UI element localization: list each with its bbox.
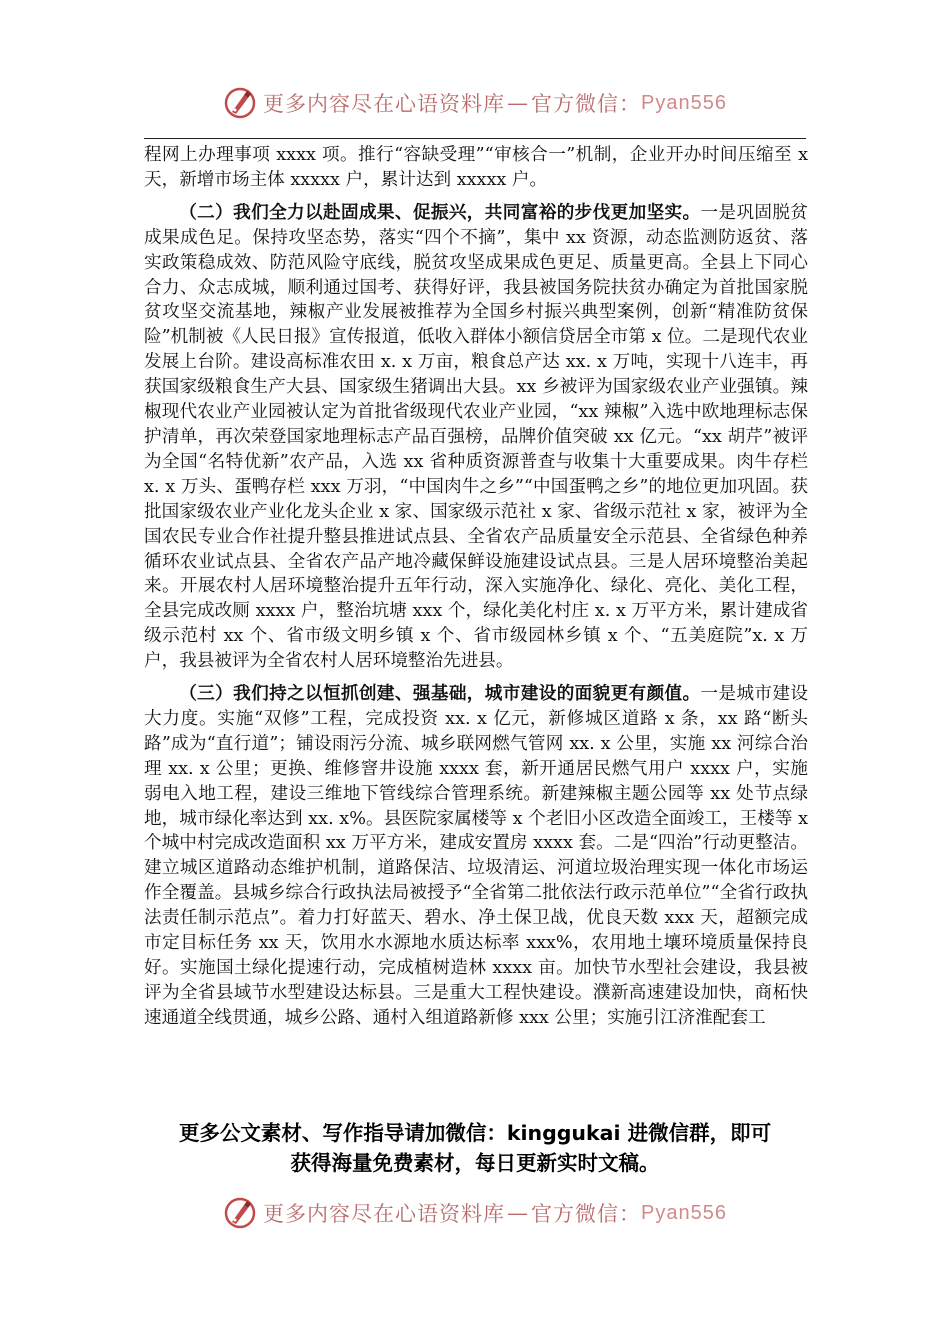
header-watermark (0, 83, 950, 123)
section-text-3: 一是城市建设大力度。实施“双修”工程，完成投资 xx. x 亿元，新修城区道路 x 条，xx 路“断头路”成为“直行道”；铺设雨污分流、城乡联网燃气管网 xx. x 公里，实施 xx 河综合治理 xx. x 公里；更换、维修窨井设施 xxxx 套，新开通居民燃气用户 xxxx 户，实施弱电入地工程，建设三维地下管线综合管理系统。新建辣椒主题公园等 xx 处节点绿地，城市绿化率达到 xx. x%。县医院家属楼等 x 个老旧小区改造全面竣工，王楼等 x 个城中村完成改造面积 xx 万平方米，建成安置房 xxxx 套。二是“四治”行动更整洁。建立城区道路动态维护机制，道路保洁、垃圾清运、河道垃圾治理实现一体化市场运作全覆盖。县城乡综合行政执法局被授予“全省第二批依法行政示范单位”“全省行政执法责任制示范点”。着力打好蓝天、碧水、净土保卫战，优良天数 xxx 天，超额完成市定目标任务 xx 天，饮用水水源地水质达标率 xxx%，农用地土壤环境质量保持良好。实施国土绿化提速行动，完成植树造林 xxxx 亩。加快节水型社会建设，我县被评为全省县域节水型建设达标县。三是重大工程快建设。濮新高速建设加快，商柘快速通道全线贯通，城乡公路、通村入组道路新修 xxx 公里；实施引江济淮配套工 (144, 684, 808, 1028)
watermark-separator: — (507, 91, 530, 115)
footer-watermark (0, 1193, 950, 1233)
section-heading-2: （二）我们全力以赴固成果、促振兴，共同富裕的步伐更加坚实。 (179, 201, 701, 223)
watermark-wechat-id: Pyan556 (641, 91, 727, 114)
watermark-site-name: 更多内容尽在心语资料库 (263, 92, 506, 116)
section-heading-3: （三）我们持之以恒抓创建、强基础，城市建设的面貌更有颜值。 (179, 683, 701, 705)
paragraph-continued: 程网上办理事项 xxxx 项。推行“容缺受理”“审核合一”机制，企业开办时间压缩至 x 天，新增市场主体 xxxxx 户，累计达到 xxxxx 户。 (144, 145, 808, 190)
section-text-2: 一是巩固脱贫成果成色足。保持攻坚态势，落实“四个不摘”，集中 xx 资源，动态监测防返贫、落实政策稳成效、防范风险守底线，脱贫攻坚成果成色更足、质量更高。全县上下同心合力、众志成城，顺利通过国考、获得好评，我县被国务院扶贫办确定为首批国家脱贫攻坚交流基地，辣椒产业发展被推荐为全国乡村振兴典型案例，创新“精准防贫保险”机制被《人民日报》宣传报道，低收入群体小额信贷居全市第 x 位。二是现代农业发展上台阶。建设高标准农田 x. x 万亩，粮食总产达 xx. x 万吨，实现十八连丰，再获国家级粮食生产大县、国家级生猪调出大县。xx 乡被评为国家级农业产业强镇。辣椒现代农业产业园被认定为首批省级现代农业产业园，“xx 辣椒”入选中欧地理标志保护清单，再次荣登国家地理标志产品百强榜，品牌价值突破 xx 亿元。“xx 胡芹”被评为全国“名特优新”农产品，入选 xx 省种质资源普查与收集十大重要成果。肉牛存栏 x. x 万头、蛋鸭存栏 xxx 万羽，“中国肉牛之乡”“中国蛋鸭之乡”的地位更加巩固。获批国家级农业产业化龙头企业 x 家、国家级示范社 x 家、省级示范社 x 家，被评为全国农民专业合作社提升整县推进试点县、全省农产品质量安全示范县、全省绿色种养循环农业试点县、全省农产品产地冷藏保鲜设施建设试点县。三是人居环境整治美起来。开展农村人居环境整治提升五年行动，深入实施净化、绿化、亮化、美化工程，全县完成改厕 xxxx 户，整治坑塘 xxx 个，绿化美化村庄 x. x 万平方米，累计建成省级示范村 xx 个、省市级文明乡镇 x 个、省市级园林乡镇 x 个、“五美庭院”x. x 万户，我县被评为全省农村人居环境整治先进县。 (144, 202, 808, 672)
watermark-official-label: 官方微信： (531, 92, 642, 116)
watermark-site-name: 更多内容尽在心语资料库 (263, 1202, 506, 1226)
paragraph-rural-revitalization (144, 201, 808, 674)
watermark-official-label: 官方微信： (531, 1202, 642, 1226)
watermark-wechat-id: Pyan556 (641, 1201, 727, 1224)
promo-line-1: 更多公文素材、写作指导请加微信：kinggukai 进微信群，即可 (178, 1121, 772, 1145)
promo-banner (130, 1118, 820, 1178)
fountain-pen-icon (223, 86, 257, 120)
fountain-pen-icon (223, 1196, 257, 1230)
header-divider (144, 138, 806, 139)
promo-line-2: 获得海量免费素材，每日更新实时文稿。 (290, 1151, 660, 1175)
paragraph-city-construction (144, 682, 808, 1031)
watermark-separator: — (507, 1201, 530, 1225)
document-body (144, 143, 808, 1031)
